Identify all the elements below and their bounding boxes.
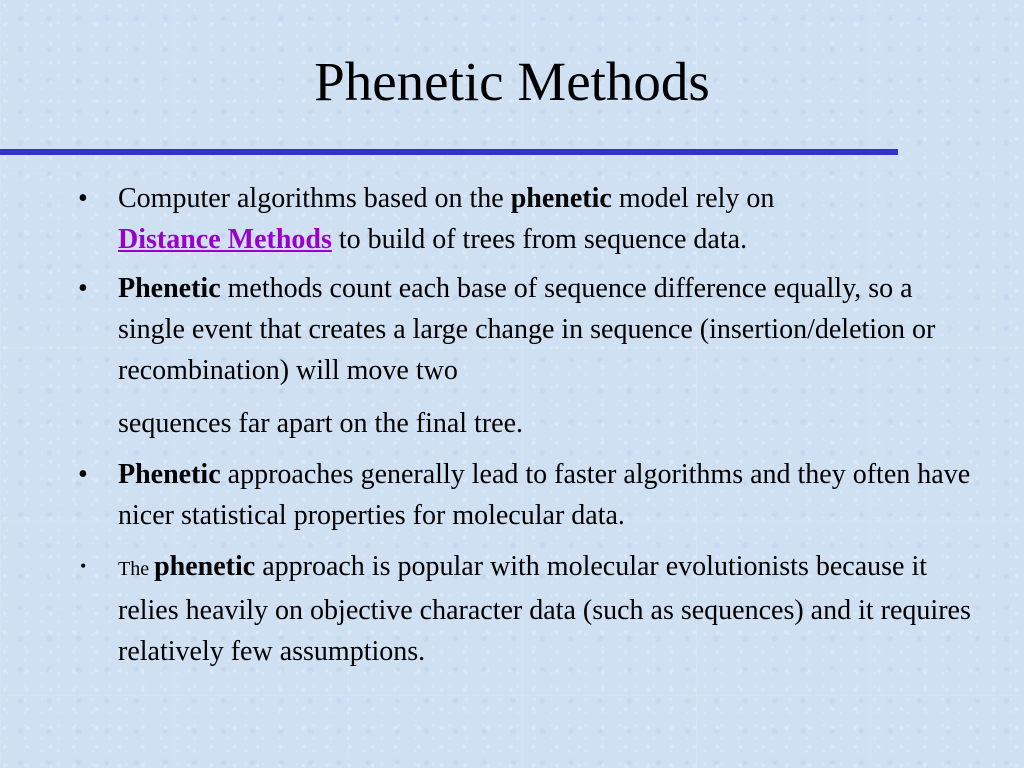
- bullet-item-3: [0, 454, 1024, 536]
- bullet-marker: •: [78, 459, 88, 490]
- title-underline-rule: [0, 149, 898, 155]
- bullet-list: [0, 178, 1024, 672]
- bullet-marker: •: [78, 183, 88, 214]
- bullet-2-text-1: methods count each base of sequence difference equally, so a single event that creates a large change in sequence (insertion/deletion or recombination) will move two: [118, 273, 936, 386]
- bullet-item-1: [0, 178, 1024, 260]
- bullet-1-text-3: to build of trees from sequence data.: [331, 224, 748, 255]
- bullet-item-4: [0, 546, 1024, 672]
- bullet-marker: •: [78, 273, 88, 304]
- bullet-4-bold-term: phenetic: [154, 551, 256, 582]
- bullet-2-bold-term: Phenetic: [118, 273, 221, 304]
- distance-methods-link[interactable]: Distance Methods: [118, 224, 332, 255]
- bullet-item-2: [0, 268, 1024, 444]
- bullet-marker-small: •: [80, 556, 87, 576]
- bullet-1-text-2: model rely on: [611, 183, 775, 214]
- bullet-1-bold-term: phenetic: [510, 183, 612, 214]
- bullet-1-text-1: Computer algorithms based on the: [118, 183, 511, 214]
- bullet-2-text-2: sequences far apart on the final tree.: [118, 408, 524, 439]
- bullet-3-bold-term: Phenetic: [118, 459, 221, 490]
- bullet-4-small-prefix: The: [118, 558, 155, 580]
- slide-title: Phenetic Methods: [314, 51, 710, 112]
- bullet-4-text-1: approach is popular with molecular evolutionists because it relies heavily on objective character data (such as sequences) and it requires relatively few assumptions.: [118, 551, 971, 667]
- bullet-3-text-1: approaches generally lead to faster algorithms and they often have nicer statistical properties for molecular data.: [118, 459, 971, 531]
